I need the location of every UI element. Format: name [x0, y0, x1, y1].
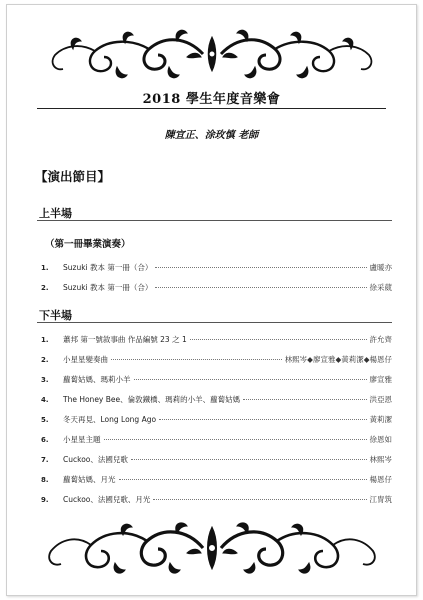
program-row — [41, 334, 392, 346]
item-number: 2. — [41, 356, 49, 364]
piece-title: Cuckoo、法國兒歌 — [63, 455, 128, 464]
dot-leader — [111, 359, 282, 360]
item-number: 1. — [41, 336, 49, 344]
dot-leader — [159, 419, 366, 420]
teachers-line: 陳宜正、涂玫慎 老師 — [164, 130, 259, 141]
second-half-divider — [37, 322, 392, 323]
bottom-ornament — [37, 521, 387, 575]
item-number: 9. — [41, 496, 49, 504]
performer-name: 許允齊 — [369, 335, 392, 344]
program-row — [41, 354, 392, 366]
performer-name: 洪亞恩 — [369, 395, 392, 404]
program-row — [41, 414, 392, 426]
dot-leader — [131, 459, 367, 460]
piece-title: 蘿蔔姑媽、瑪莉小羊 — [63, 375, 131, 384]
item-number: 5. — [41, 416, 49, 424]
program-row — [41, 494, 392, 506]
program-row — [41, 262, 392, 274]
dot-leader — [153, 499, 366, 500]
piece-title: 小星星變奏曲 — [63, 355, 108, 364]
program-row — [41, 434, 392, 446]
item-number: 1. — [41, 264, 49, 272]
performer-name: 徐采葳 — [369, 283, 392, 292]
dot-leader — [104, 439, 367, 440]
first-half-subheading: （第一冊畢業演奏） — [45, 239, 131, 250]
first-half-divider — [37, 220, 392, 221]
program-row — [41, 474, 392, 486]
dot-leader — [243, 399, 366, 400]
second-half-heading: 下半場 — [39, 309, 72, 322]
performer-name: 徐恩如 — [369, 435, 392, 444]
performer-name: 江冑筑 — [369, 495, 392, 504]
item-number: 6. — [41, 436, 49, 444]
performer-name: 廖宣雅 — [369, 375, 392, 384]
dot-leader — [134, 379, 367, 380]
item-number: 8. — [41, 476, 49, 484]
performer-name: 黃莉潔 — [369, 415, 392, 424]
dot-leader — [119, 479, 367, 480]
concert-title: 2018 學生年度音樂會 — [142, 92, 281, 107]
program-page — [6, 4, 417, 596]
program-row — [41, 394, 392, 406]
item-number: 7. — [41, 456, 49, 464]
piece-title: Cuckoo、法國兒歌、月光 — [63, 495, 151, 504]
dot-leader — [155, 287, 366, 288]
item-number: 2. — [41, 284, 49, 292]
program-row — [41, 374, 392, 386]
piece-title: 蕭邦 第一號敘事曲 作品編號 23 之 1 — [63, 335, 187, 344]
performer-name: 林熙岑◆廖宣雅◆黃莉潔◆楊恩仔 — [284, 355, 392, 364]
item-number: 3. — [41, 376, 49, 384]
top-ornament — [37, 27, 387, 81]
performer-name: 盧暖亦 — [369, 263, 392, 272]
piece-title: 冬天再見、Long Long Ago — [63, 415, 157, 424]
dot-leader — [155, 267, 366, 268]
title-divider — [37, 108, 386, 109]
program-row — [41, 454, 392, 466]
piece-title: Suzuki 教本 第一冊（合） — [63, 283, 153, 292]
piece-title: Suzuki 教本 第一冊（合） — [63, 263, 153, 272]
performer-name: 楊恩仔 — [369, 475, 392, 484]
program-row — [41, 282, 392, 294]
dot-leader — [190, 339, 367, 340]
piece-title: 小星星主題 — [63, 435, 101, 444]
program-heading: 【演出節目】 — [35, 169, 111, 184]
piece-title: The Honey Bee、倫敦鐵橋、瑪莉的小羊、蘿蔔姑媽 — [63, 395, 241, 404]
first-half-heading: 上半場 — [39, 207, 72, 220]
item-number: 4. — [41, 396, 49, 404]
performer-name: 林熙岑 — [369, 455, 392, 464]
piece-title: 蘿蔔姑媽、月光 — [63, 475, 116, 484]
